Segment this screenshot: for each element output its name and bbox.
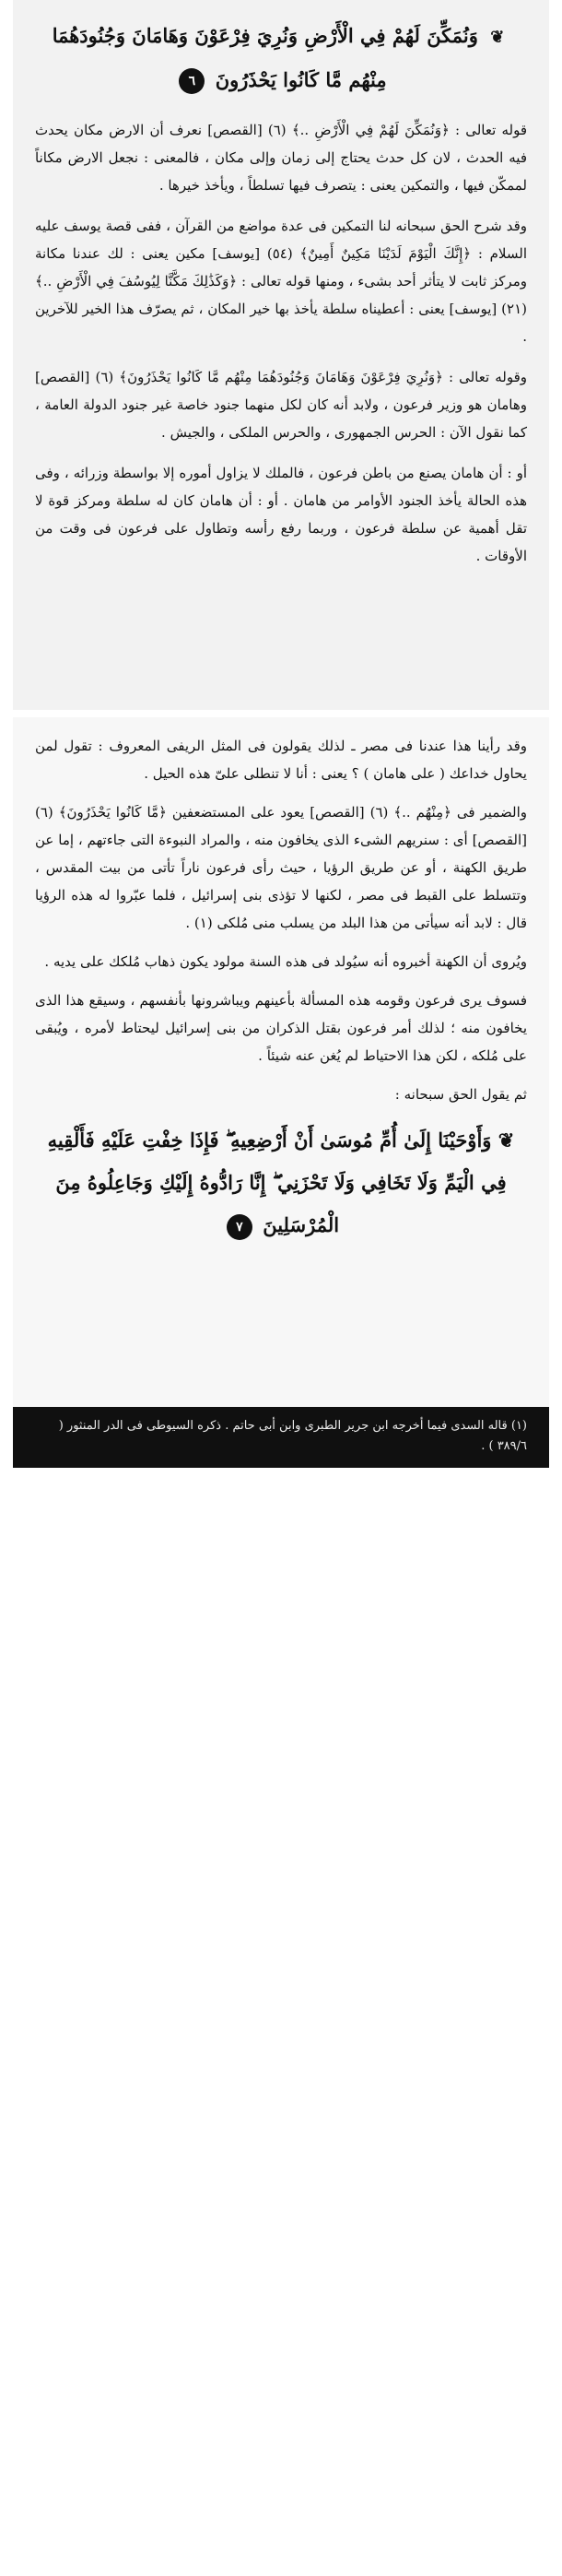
page-scan-bottom: [13, 717, 549, 1427]
commentary-paragraph: ويُروى أن الكهنة أخبروه أنه سيُولد فى هذه السنة مولود يكون ذهاب مُلكك على يديه .: [44, 953, 527, 970]
commentary-paragraph: ثم يقول الحق سبحانه :: [394, 1086, 527, 1103]
opening-verse: [35, 15, 527, 101]
commentary-paragraph: أو : أن هامان يصنع من باطن فرعون ، فالملك لا يزاول أموره إلا بواسطة وزرائه ، وفى هذه الحالة يأخذ الجنود الأوامر من هامان . أو : أن هامان كان له سلطة ومركز قوة لا تقل أهمية عن سلطة فرعون ، وربما رفع رأسه وتطاول على فرعون فى وقت من الأوقات .: [35, 464, 527, 564]
verse-number-badge: ٦: [179, 68, 205, 94]
page-divider: [13, 710, 549, 717]
commentary-paragraph: فسوف يرى فرعون وقومه هذه المسألة بأعينهم ويباشرونها بأنفسهم ، وسيقع هذا الذى يخافون منه ؛ لذلك أمر فرعون بقتل الذكران من بنى إسرائيل ليحتاط لأمره ، ويُبقى على مُلكه ، لكن هذا الاحتياط لم يُغن عنه شيئاً .: [35, 992, 527, 1064]
closing-verse: [35, 1119, 527, 1247]
page-scan-top: [13, 0, 549, 710]
opening-verse-text: وَنُمَكِّنَ لَهُمْ فِي الْأَرْضِ وَنُرِيَ فِرْعَوْنَ وَهَامَانَ وَجُنُودَهُمَا مِنْهُم مَّا كَانُوا يَحْذَرُونَ: [52, 24, 478, 91]
commentary-paragraph: وقد رأينا هذا عندنا فى مصر ـ لذلك يقولون فى المثل الريفى المعروف : تقول لمن يحاول خداعك ( على هامان ) ؟ يعنى : أنا لا تنطلى علىّ هذه الحيل .: [35, 738, 527, 782]
footnote: (١) قاله السدى فيما أخرجه ابن جرير الطبرى وابن أبى حاتم . ذكره السيوطى فى الدر المنثور ( ٣٨٩/٦ ) .: [13, 1407, 549, 1468]
commentary-paragraph: قوله تعالى : ﴿وَنُمَكِّنَ لَهُمْ فِي الْأَرْضِ ..﴾ (٦) [القصص] نعرف أن الارض مكان يحدث فيه الحدث ، لان كل حدث يحتاج إلى زمان وإلى مكان ، فالمعنى : نجعل الارض مكاناً لممكّن فيها ، والتمكين يعنى : يتصرف فيها تسلطاً ، ويأخذ خيرها .: [35, 121, 527, 194]
leaf-ornament-icon: ❦: [490, 27, 505, 47]
verse-number-badge: ٧: [227, 1214, 252, 1240]
commentary-paragraph: والضمير فى ﴿مِنْهُم ..﴾ (٦) [القصص] يعود على المستضعفين ﴿مَّا كَانُوا يَحْذَرُونَ﴾ (٦) [القصص] أى : سنريهم الشىء الذى يخافون منه ، والمراد النبوءة التى جاءتهم ، إما عن طريق الكهنة ، أو عن طريق الرؤيا ، حيث رأى فرعون ناراً تأتى من بيت المقدس ، وتتسلط على القبط فى مصر ، لكنها لا تؤذى بنى إسرائيل ، فلما عبّروا له هذه الرؤيا قال : لابد أنه سيأتى من هذا البلد من يسلب منى مُلكى (١) .: [35, 804, 527, 931]
commentary-paragraph: وقوله تعالى : ﴿وَنُرِيَ فِرْعَوْنَ وَهَامَانَ وَجُنُودَهُمَا مِنْهُم مَّا كَانُوا يَحْذَرُونَ﴾ (٦) [القصص] وهامان هو وزير فرعون ، ولابد أنه كان لكل منهما جنود خاصة غير جنود الدولة العامة ، كما نقول الآن : الحرس الجمهورى ، والحرس الملكى ، والجيش .: [35, 368, 527, 441]
leaf-ornament-icon: ❦: [498, 1128, 515, 1152]
closing-verse-text: وَأَوْحَيْنَا إِلَىٰ أُمِّ مُوسَىٰ أَنْ أَرْضِعِيهِ ۖ فَإِذَا خِفْتِ عَلَيْهِ فَأَلْقِيهِ فِي الْيَمِّ وَلَا تَخَافِي وَلَا تَحْزَنِي ۖ إِنَّا رَادُّوهُ إِلَيْكِ وَجَاعِلُوهُ مِنَ الْمُرْسَلِينَ: [47, 1128, 507, 1236]
commentary-paragraph: وقد شرح الحق سبحانه لنا التمكين فى عدة مواضع من القرآن ، ففى قصة يوسف عليه السلام : ﴿إِنَّكَ الْيَوْمَ لَدَيْنَا مَكِينٌ أَمِينٌ﴾ (٥٤) [يوسف] مكين يعنى : لك عندنا مكانة ومركز ثابت لا يتأثر أحد بشىء ، ومنها قوله تعالى : ﴿وَكَذَٰلِكَ مَكَّنَّا لِيُوسُفَ فِي الْأَرْضِ ..﴾ (٢١) [يوسف] يعنى : أعطيناه سلطة يأخذ بها خير المكان ، ثم يصرّف هذا الخير للآخرين .: [35, 217, 527, 345]
